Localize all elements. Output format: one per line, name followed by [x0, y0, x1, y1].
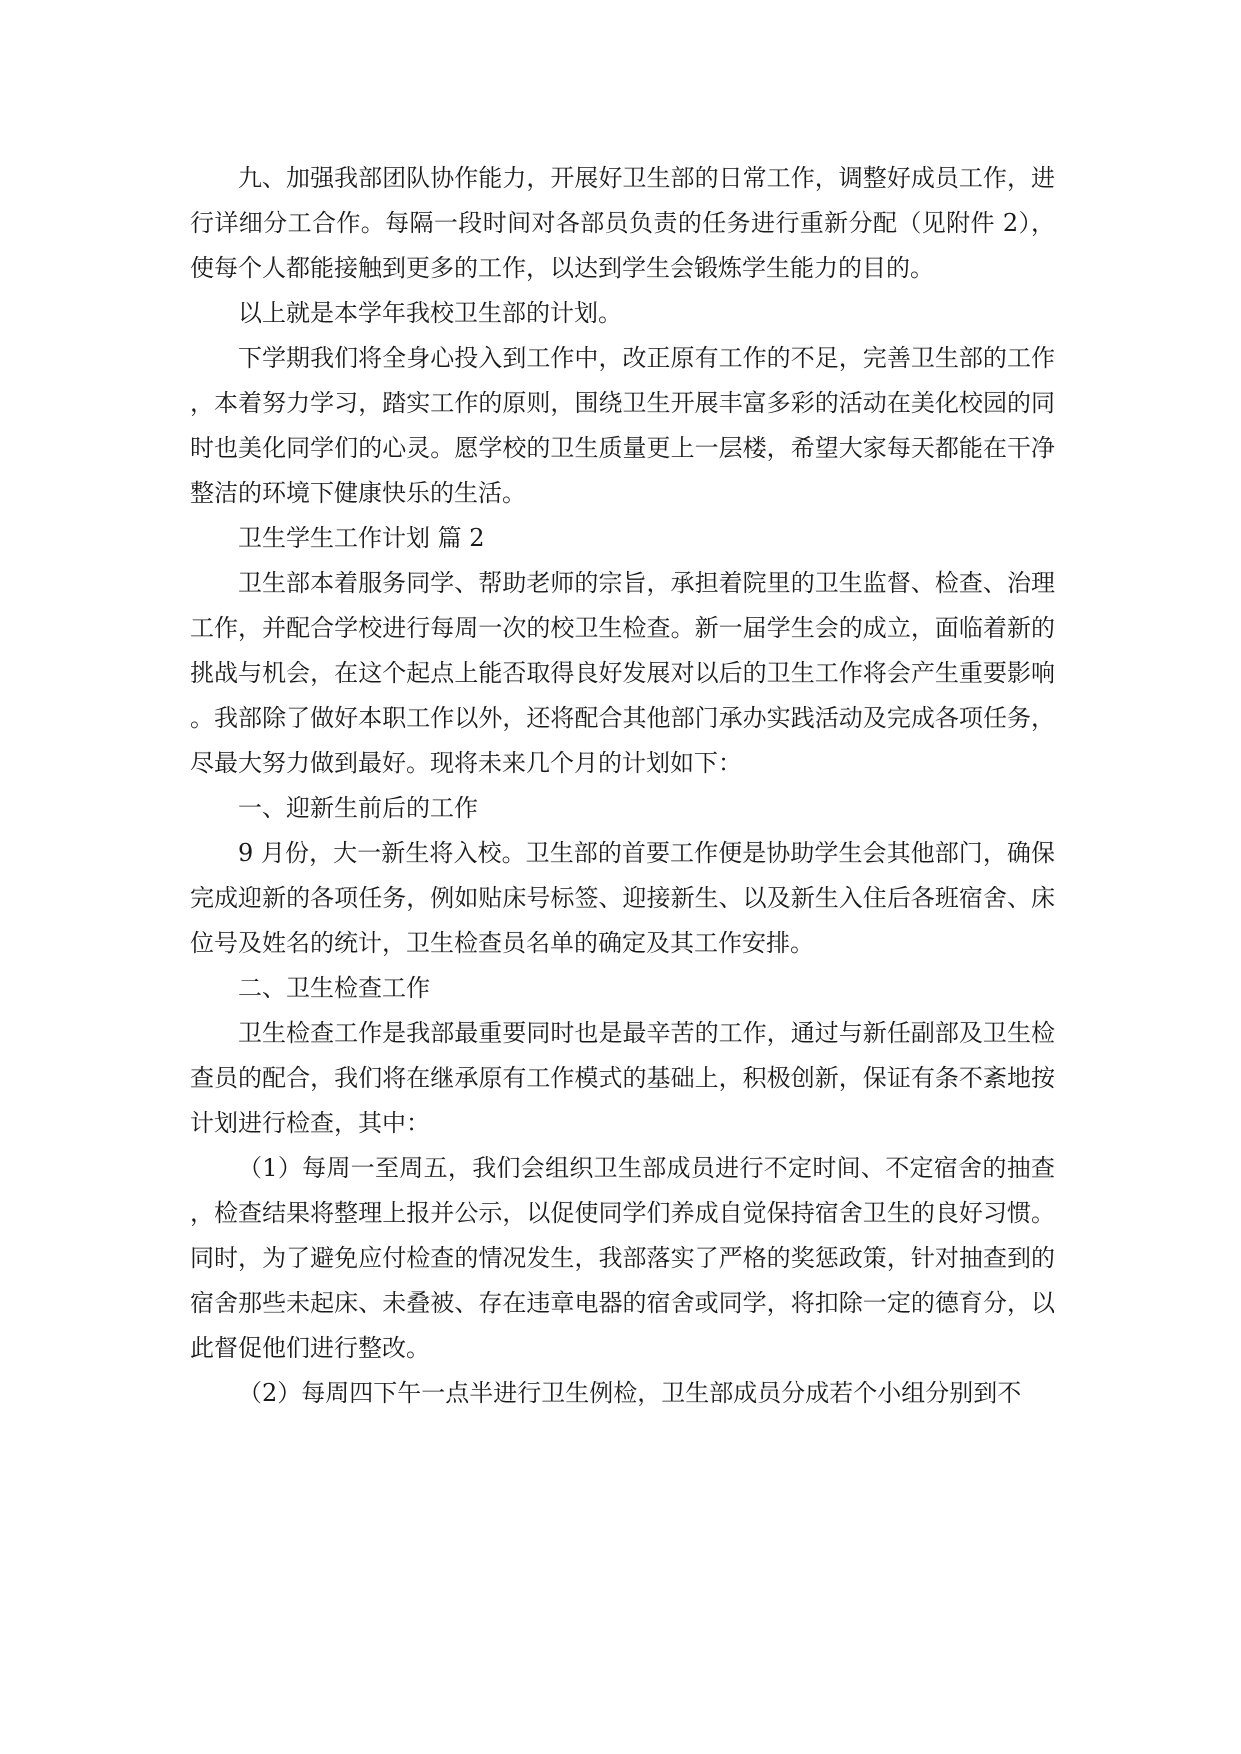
heading-inspection: 二、卫生检查工作	[238, 974, 430, 1002]
paragraph-next-term: 下学期我们将全身心投入到工作中，改正原有工作的不足，完善卫生部的工作，本着努力学习，踏实工作的原则，围绕卫生开展丰富多彩的活动在美化校园的同时也美化同学们的心灵。愿学校的卫生质量更上一层楼，希望大家每天都能在干净整洁的环境下健康快乐的生活。	[190, 344, 1055, 507]
section-title: 卫生学生工作计划 篇 2	[238, 524, 485, 552]
paragraph-inspection-2: （2）每周四下午一点半进行卫生例检，卫生部成员分成若个小组分别到不	[238, 1379, 1022, 1407]
paragraph-september: 9 月份，大一新生将入校。卫生部的首要工作便是协助学生会其他部门，确保完成迎新的各项任务，例如贴床号标签、迎接新生、以及新生入住后各班宿舍、床位号及姓名的统计，卫生检查员名单的确定及其工作安排。	[190, 839, 1055, 957]
paragraph-inspection: 卫生检查工作是我部最重要同时也是最辛苦的工作，通过与新任副部及卫生检查员的配合，我们将在继承原有工作模式的基础上，积极创新，保证有条不紊地按计划进行检查，其中：	[190, 1019, 1055, 1137]
paragraph-inspection-1: （1）每周一至周五，我们会组织卫生部成员进行不定时间、不定宿舍的抽查，检查结果将整理上报并公示，以促使同学们养成自觉保持宿舍卫生的良好习惯。同时，为了避免应付检查的情况发生，我部落实了严格的奖惩政策，针对抽查到的宿舍那些未起床、未叠被、存在违章电器的宿舍或同学，将扣除一定的德育分，以此督促他们进行整改。	[190, 1154, 1055, 1362]
paragraph-intro: 卫生部本着服务同学、帮助老师的宗旨，承担着院里的卫生监督、检查、治理工作，并配合学校进行每周一次的校卫生检查。新一届学生会的成立，面临着新的挑战与机会，在这个起点上能否取得良好发展对以后的卫生工作将会产生重要影响。我部除了做好本职工作以外，还将配合其他部门承办实践活动及完成各项任务，尽最大努力做到最好。现将未来几个月的计划如下：	[190, 569, 1055, 777]
document-body	[190, 156, 1055, 1416]
paragraph-item-9: 九、加强我部团队协作能力，开展好卫生部的日常工作，调整好成员工作，进行详细分工合作。每隔一段时间对各部员负责的任务进行重新分配（见附件 2），使每个人都能接触到更多的工作，以达到学生会锻炼学生能力的目的。	[190, 164, 1055, 282]
paragraph-summary: 以上就是本学年我校卫生部的计划。	[238, 299, 622, 327]
heading-welcome-freshmen: 一、迎新生前后的工作	[238, 794, 478, 822]
